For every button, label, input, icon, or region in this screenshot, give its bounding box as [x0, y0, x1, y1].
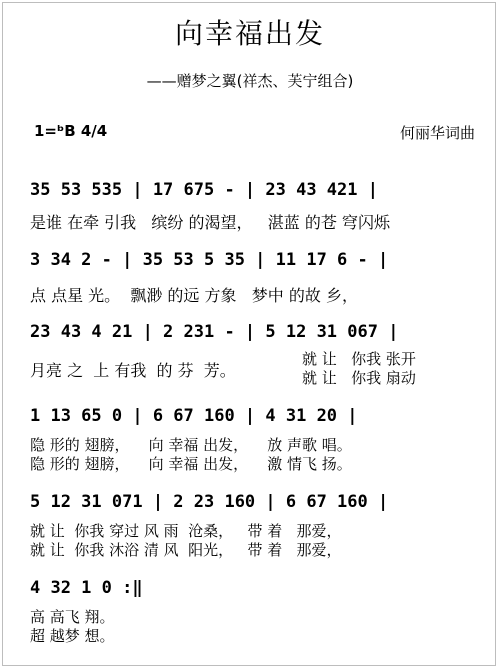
lyrics-line-1: 是谁 在牵 引我 缤纷 的渴望， 湛蓝 的苍 穹闪烁 — [30, 213, 390, 232]
lyrics-line-2: 点 点星 光。 飘渺 的远 方象 梦中 的故 乡， — [30, 286, 358, 305]
lyrics-line-6-b: 超 越梦 想。 — [30, 627, 115, 645]
notes-line-4: 1 13 65 0 | 6 67 160 | 4 31 20 | — [30, 406, 358, 426]
lyrics-line-6-a: 高 高飞 翔。 — [30, 608, 115, 626]
notes-line-1: 35 53 535 | 17 675 - | 23 43 421 | — [30, 180, 378, 200]
notes-line-6: 4 32 1 0 :‖ — [30, 578, 143, 598]
lyrics-line-3-alt-b: 就 让 你我 扇动 — [302, 369, 416, 387]
lyrics-line-4-b: 隐 形的 翅膀， 向 幸福 出发， 激 情飞 扬。 — [30, 455, 352, 473]
composer-credit: 何丽华词曲 — [400, 124, 476, 142]
song-title: 向幸福出发 — [174, 17, 325, 50]
lyrics-line-3: 月亮 之 上 有我 的 芬 芳。 — [30, 361, 236, 380]
notes-line-2: 3 34 2 - | 35 53 5 35 | 11 17 6 - | — [30, 250, 389, 270]
lyrics-line-5-b: 就 让 你我 沐浴 清 风 阳光， 带 着 那爱， — [30, 541, 342, 559]
lyrics-line-3-alt-a: 就 让 你我 张开 — [302, 350, 416, 368]
lyrics-line-4-a: 隐 形的 翅膀， 向 幸福 出发， 放 声歌 唱。 — [30, 436, 352, 454]
lyrics-line-5-a: 就 让 你我 穿过 风 雨 沧桑， 带 着 那爱， — [30, 522, 342, 540]
song-subtitle: ——赠梦之翼(祥杰、芙宁组合) — [146, 72, 354, 90]
notes-line-5: 5 12 31 071 | 2 23 160 | 6 67 160 | — [30, 492, 389, 512]
key-signature: 1=ᵇB 4/4 — [34, 122, 108, 140]
notes-line-3: 23 43 4 21 | 2 231 - | 5 12 31 067 | — [30, 322, 399, 342]
